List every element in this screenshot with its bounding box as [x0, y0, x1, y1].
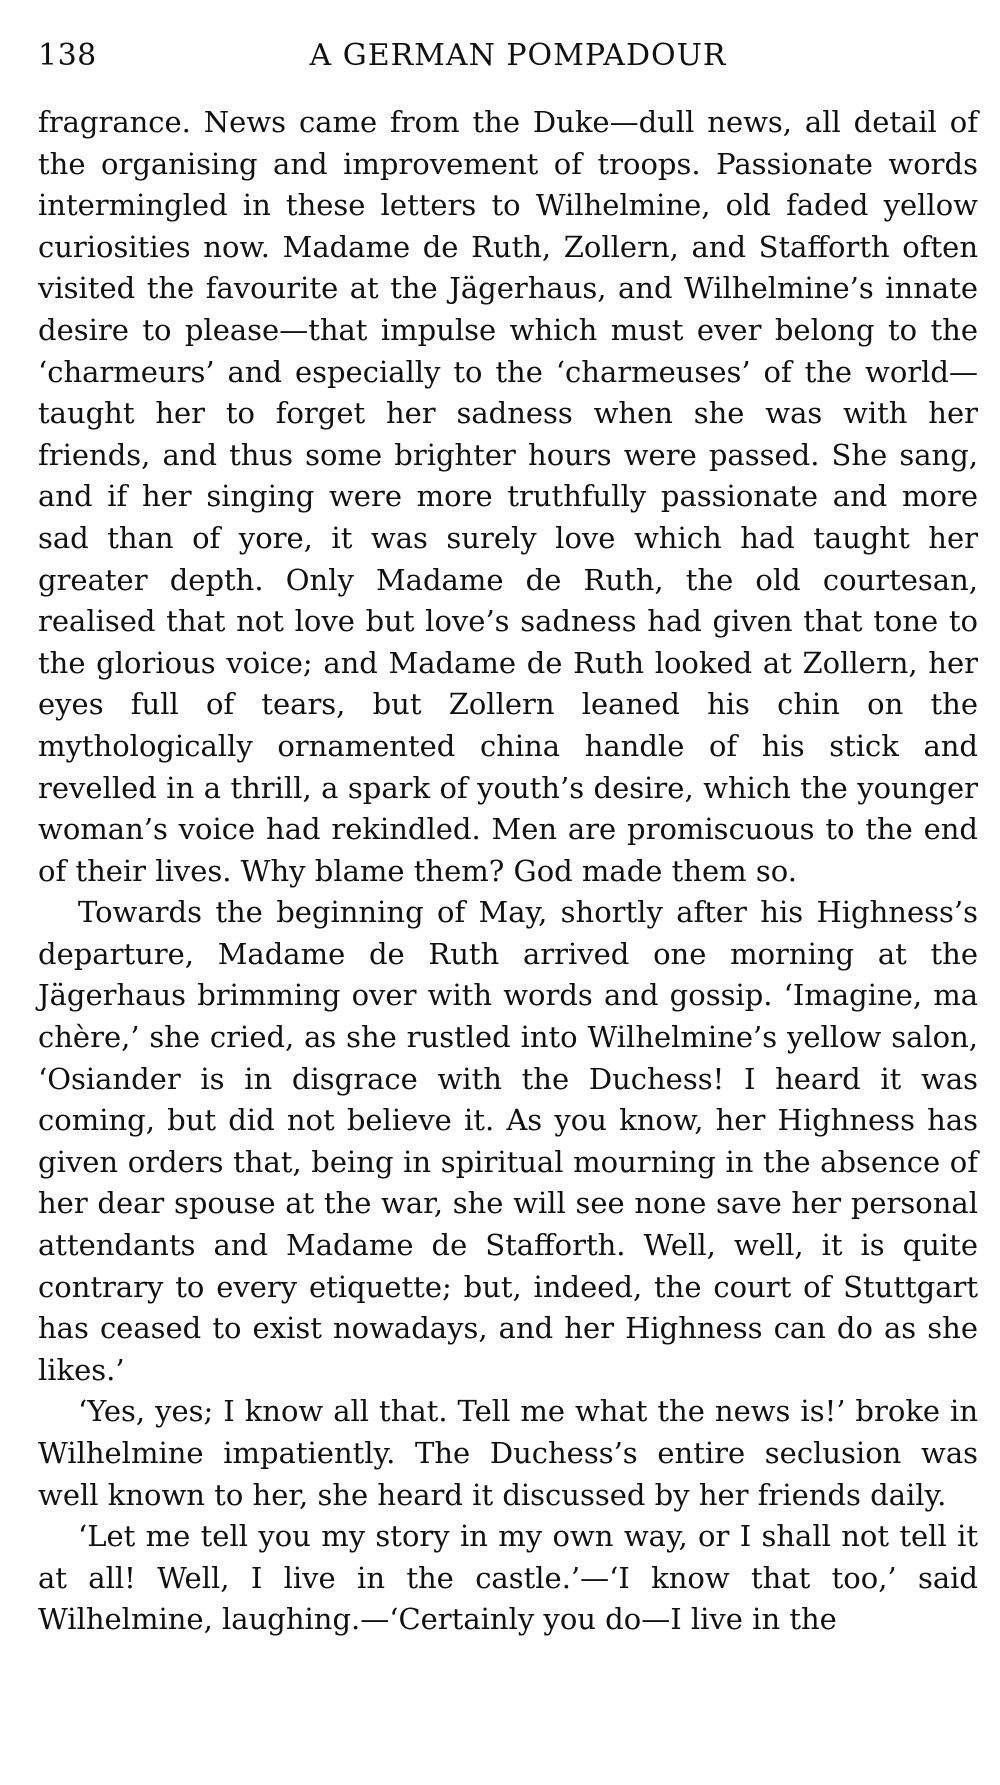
paragraph: Towards the beginning of May, shortly after his Highness’s departure, Madame de Ruth arrived one morning at the Jägerhaus brimming over with words and gossip. ‘Imagine, ma chère,’ she cried, as she rustled into Wilhelmine’s yellow salon, ‘Osiander is in disgrace with the Duchess! I heard it was coming, but did not believe it. As you know, her Highness has given orders that, being in spiritual mourning in the absence of her dear spouse at the war, she will see none save her personal attendants and Madame de Stafforth. Well, well, it is quite contrary to every etiquette; but, indeed, the court of Stuttgart has ceased to exist nowadays, and her Highness can do as she likes.’	[38, 895, 978, 1387]
book-page	[38, 28, 978, 1768]
paragraph: ‘Let me tell you my story in my own way, or I shall not tell it at all! Well, I live in the castle.’—‘I know that too,’ said Wilhelmine, laughing.—‘Certainly you do—I live in the	[38, 1519, 978, 1637]
page-number: 138	[38, 38, 97, 73]
paragraph: ‘Yes, yes; I know all that. Tell me what the news is!’ broke in Wilhelmine impatiently. The Duchess’s entire seclusion was well known to her, she heard it discussed by her friends daily.	[38, 1394, 978, 1512]
paragraph-continued: fragrance. News came from the Duke—dull news, all detail of the organising and improvement of troops. Passionate words intermingled in these letters to Wilhelmine, old faded yellow curiosities now. Madame de Ruth, Zollern, and Stafforth often visited the favourite at the Jägerhaus, and Wilhelmine’s innate desire to please—that impulse which must ever belong to the ‘charmeurs’ and especially to the ‘charmeuses’ of the world—taught her to forget her sadness when she was with her friends, and thus some brighter hours were passed. She sang, and if her singing were more truthfully passionate and more sad than of yore, it was surely love which had taught her greater depth. Only Madame de Ruth, the old courtesan, realised that not love but love’s sadness had given that tone to the glorious voice; and Madame de Ruth looked at Zollern, her eyes full of tears, but Zollern leaned his chin on the mythologically ornamented china handle of his stick and revelled in a thrill, a spark of youth’s desire, which the younger woman’s voice had rekindled. Men are promiscuous to the end of their lives. Why blame them? God made them so.	[38, 105, 978, 888]
body-text	[38, 102, 978, 1641]
running-header	[38, 28, 978, 80]
running-title: A GERMAN POMPADOUR	[309, 38, 727, 73]
